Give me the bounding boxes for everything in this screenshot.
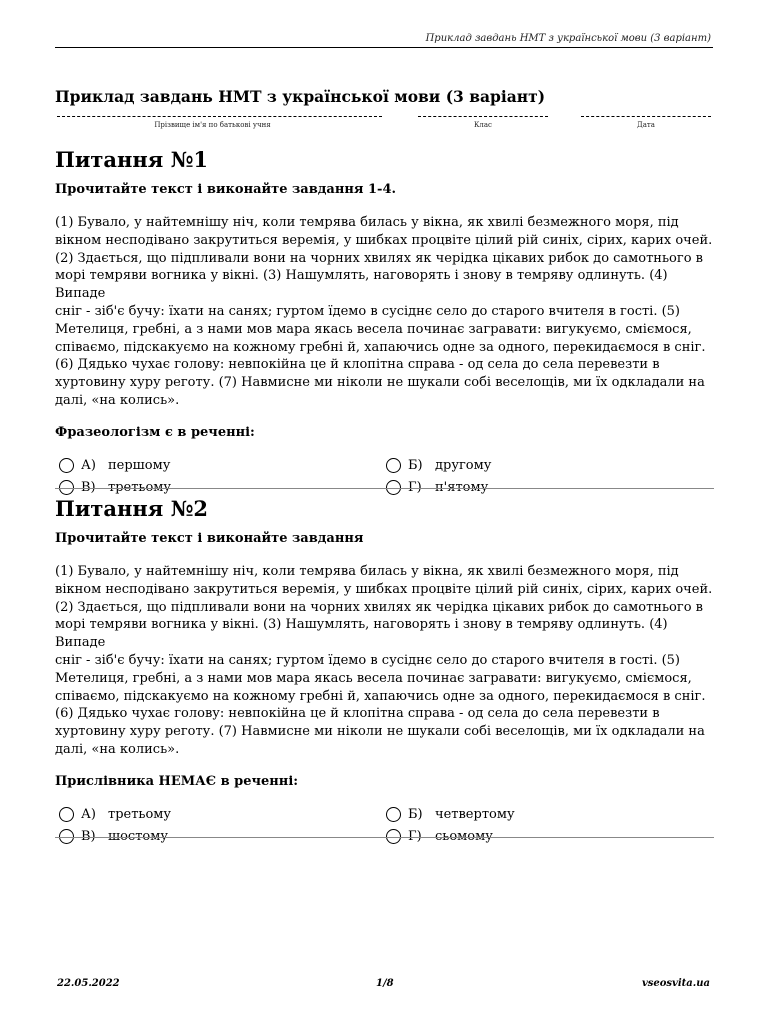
option-text: четвертому bbox=[435, 807, 515, 823]
option-letter: Б) bbox=[408, 458, 423, 474]
option-text: третьому bbox=[108, 807, 172, 823]
page-title: Приклад завдань НМТ з української мови (3 варіант) bbox=[55, 87, 546, 106]
option-letter: Б) bbox=[408, 807, 423, 823]
radio-button-icon[interactable] bbox=[386, 807, 401, 822]
option-text: другому bbox=[435, 458, 492, 474]
radio-button-icon[interactable] bbox=[386, 458, 401, 473]
question-heading: Питання №1 bbox=[55, 147, 209, 172]
option-letter: Г) bbox=[408, 829, 422, 845]
option-letter: В) bbox=[81, 480, 96, 496]
question-prompt: Фразеологізм є в реченні: bbox=[55, 424, 255, 440]
answer-option-a[interactable] bbox=[59, 456, 170, 476]
date-label: Дата bbox=[637, 121, 655, 129]
answer-options bbox=[55, 805, 715, 849]
footer-date: 22.05.2022 bbox=[57, 978, 120, 989]
option-letter: А) bbox=[81, 807, 96, 823]
option-letter: А) bbox=[81, 458, 96, 474]
option-text: шостому bbox=[108, 829, 168, 845]
student-name-line bbox=[57, 116, 382, 117]
option-letter: В) bbox=[81, 829, 96, 845]
question-1 bbox=[55, 147, 715, 500]
student-name-field[interactable] bbox=[57, 116, 382, 129]
radio-button-icon[interactable] bbox=[59, 458, 74, 473]
answer-option-b[interactable] bbox=[386, 456, 491, 476]
option-text: п'ятому bbox=[435, 480, 489, 496]
footer-site: vseosvita.ua bbox=[641, 978, 710, 989]
class-label: Клас bbox=[474, 121, 492, 129]
question-heading: Питання №2 bbox=[55, 496, 209, 521]
question-instruction: Прочитайте текст і виконайте завдання bbox=[55, 531, 364, 546]
class-line bbox=[418, 116, 548, 117]
header-divider bbox=[55, 47, 713, 48]
question-text: (1) Бувало, у найтемнішу ніч, коли темрява билась у вікна, як хвилі безмежного моря, під вікном несподівано закрутиться веремія, у шибках процвіте цілий рій синіх, сірих, карих очей. (2) Здається, що підпливали вони на чорних хвилях як черідка цікавих рибок до самотнього в морі темряви вогника у вікні. (3) Нашумлять, наговорять і знову в темряву одлинуть. (4) Випаде сніг - зіб'є бучу: їхати на санях; гуртом їдемо в сусіднє село до старого вчителя в гості. (5) Метелиця, гребні, а з нами мов мара якась весела починає загравати: вигукуємо, сміємося, співаємо, підскакуємо на кожному гребні й, хапаючись одне за одного, перекидаємося в сніг. (6) Дядько чухає голову: невпокійна це й клопітна справа - од села до села перевезти в хуртовину хуру реготу. (7) Навмисне ми ніколи не шукали собі веселощів, ми їх одкладали на далі, «на колись». bbox=[55, 215, 713, 408]
option-text: третьому bbox=[108, 480, 172, 496]
page-number: 1/8 bbox=[376, 978, 394, 989]
question-divider bbox=[55, 837, 714, 838]
radio-button-icon[interactable] bbox=[59, 807, 74, 822]
question-2 bbox=[55, 496, 715, 849]
question-text: (1) Бувало, у найтемнішу ніч, коли темрява билась у вікна, як хвилі безмежного моря, під вікном несподівано закрутиться веремія, у шибках процвіте цілий рій синіх, сірих, карих очей. (2) Здається, що підпливали вони на чорних хвилях як черідка цікавих рибок до самотнього в морі темряви вогника у вікні. (3) Нашумлять, наговорять і знову в темряву одлинуть. (4) Випаде сніг - зіб'є бучу: їхати на санях; гуртом їдемо в сусіднє село до старого вчителя в гості. (5) Метелиця, гребні, а з нами мов мара якась весела починає загравати: вигукуємо, сміємося, співаємо, підскакуємо на кожному гребні й, хапаючись одне за одного, перекидаємося в сніг. (6) Дядько чухає голову: невпокійна це й клопітна справа - од села до села перевезти в хуртовину хуру реготу. (7) Навмисне ми ніколи не шукали собі веселощів, ми їх одкладали на далі, «на колись». bbox=[55, 564, 713, 757]
class-field[interactable] bbox=[418, 116, 548, 129]
running-header: Приклад завдань НМТ з української мови (3 варіант) bbox=[425, 33, 711, 44]
answer-option-b[interactable] bbox=[386, 805, 515, 825]
option-letter: Г) bbox=[408, 480, 422, 496]
student-name-label: Прізвище ім'я по батькові учня bbox=[154, 121, 271, 129]
question-instruction: Прочитайте текст і виконайте завдання 1-4. bbox=[55, 182, 397, 197]
option-text: першому bbox=[108, 458, 171, 474]
question-divider bbox=[55, 488, 714, 489]
answer-option-a[interactable] bbox=[59, 805, 171, 825]
answer-options bbox=[55, 456, 715, 500]
date-line bbox=[581, 116, 711, 117]
date-field[interactable] bbox=[581, 116, 711, 129]
question-prompt: Прислівника НЕМАЄ в реченні: bbox=[55, 773, 299, 789]
option-text: сьомому bbox=[435, 829, 493, 845]
